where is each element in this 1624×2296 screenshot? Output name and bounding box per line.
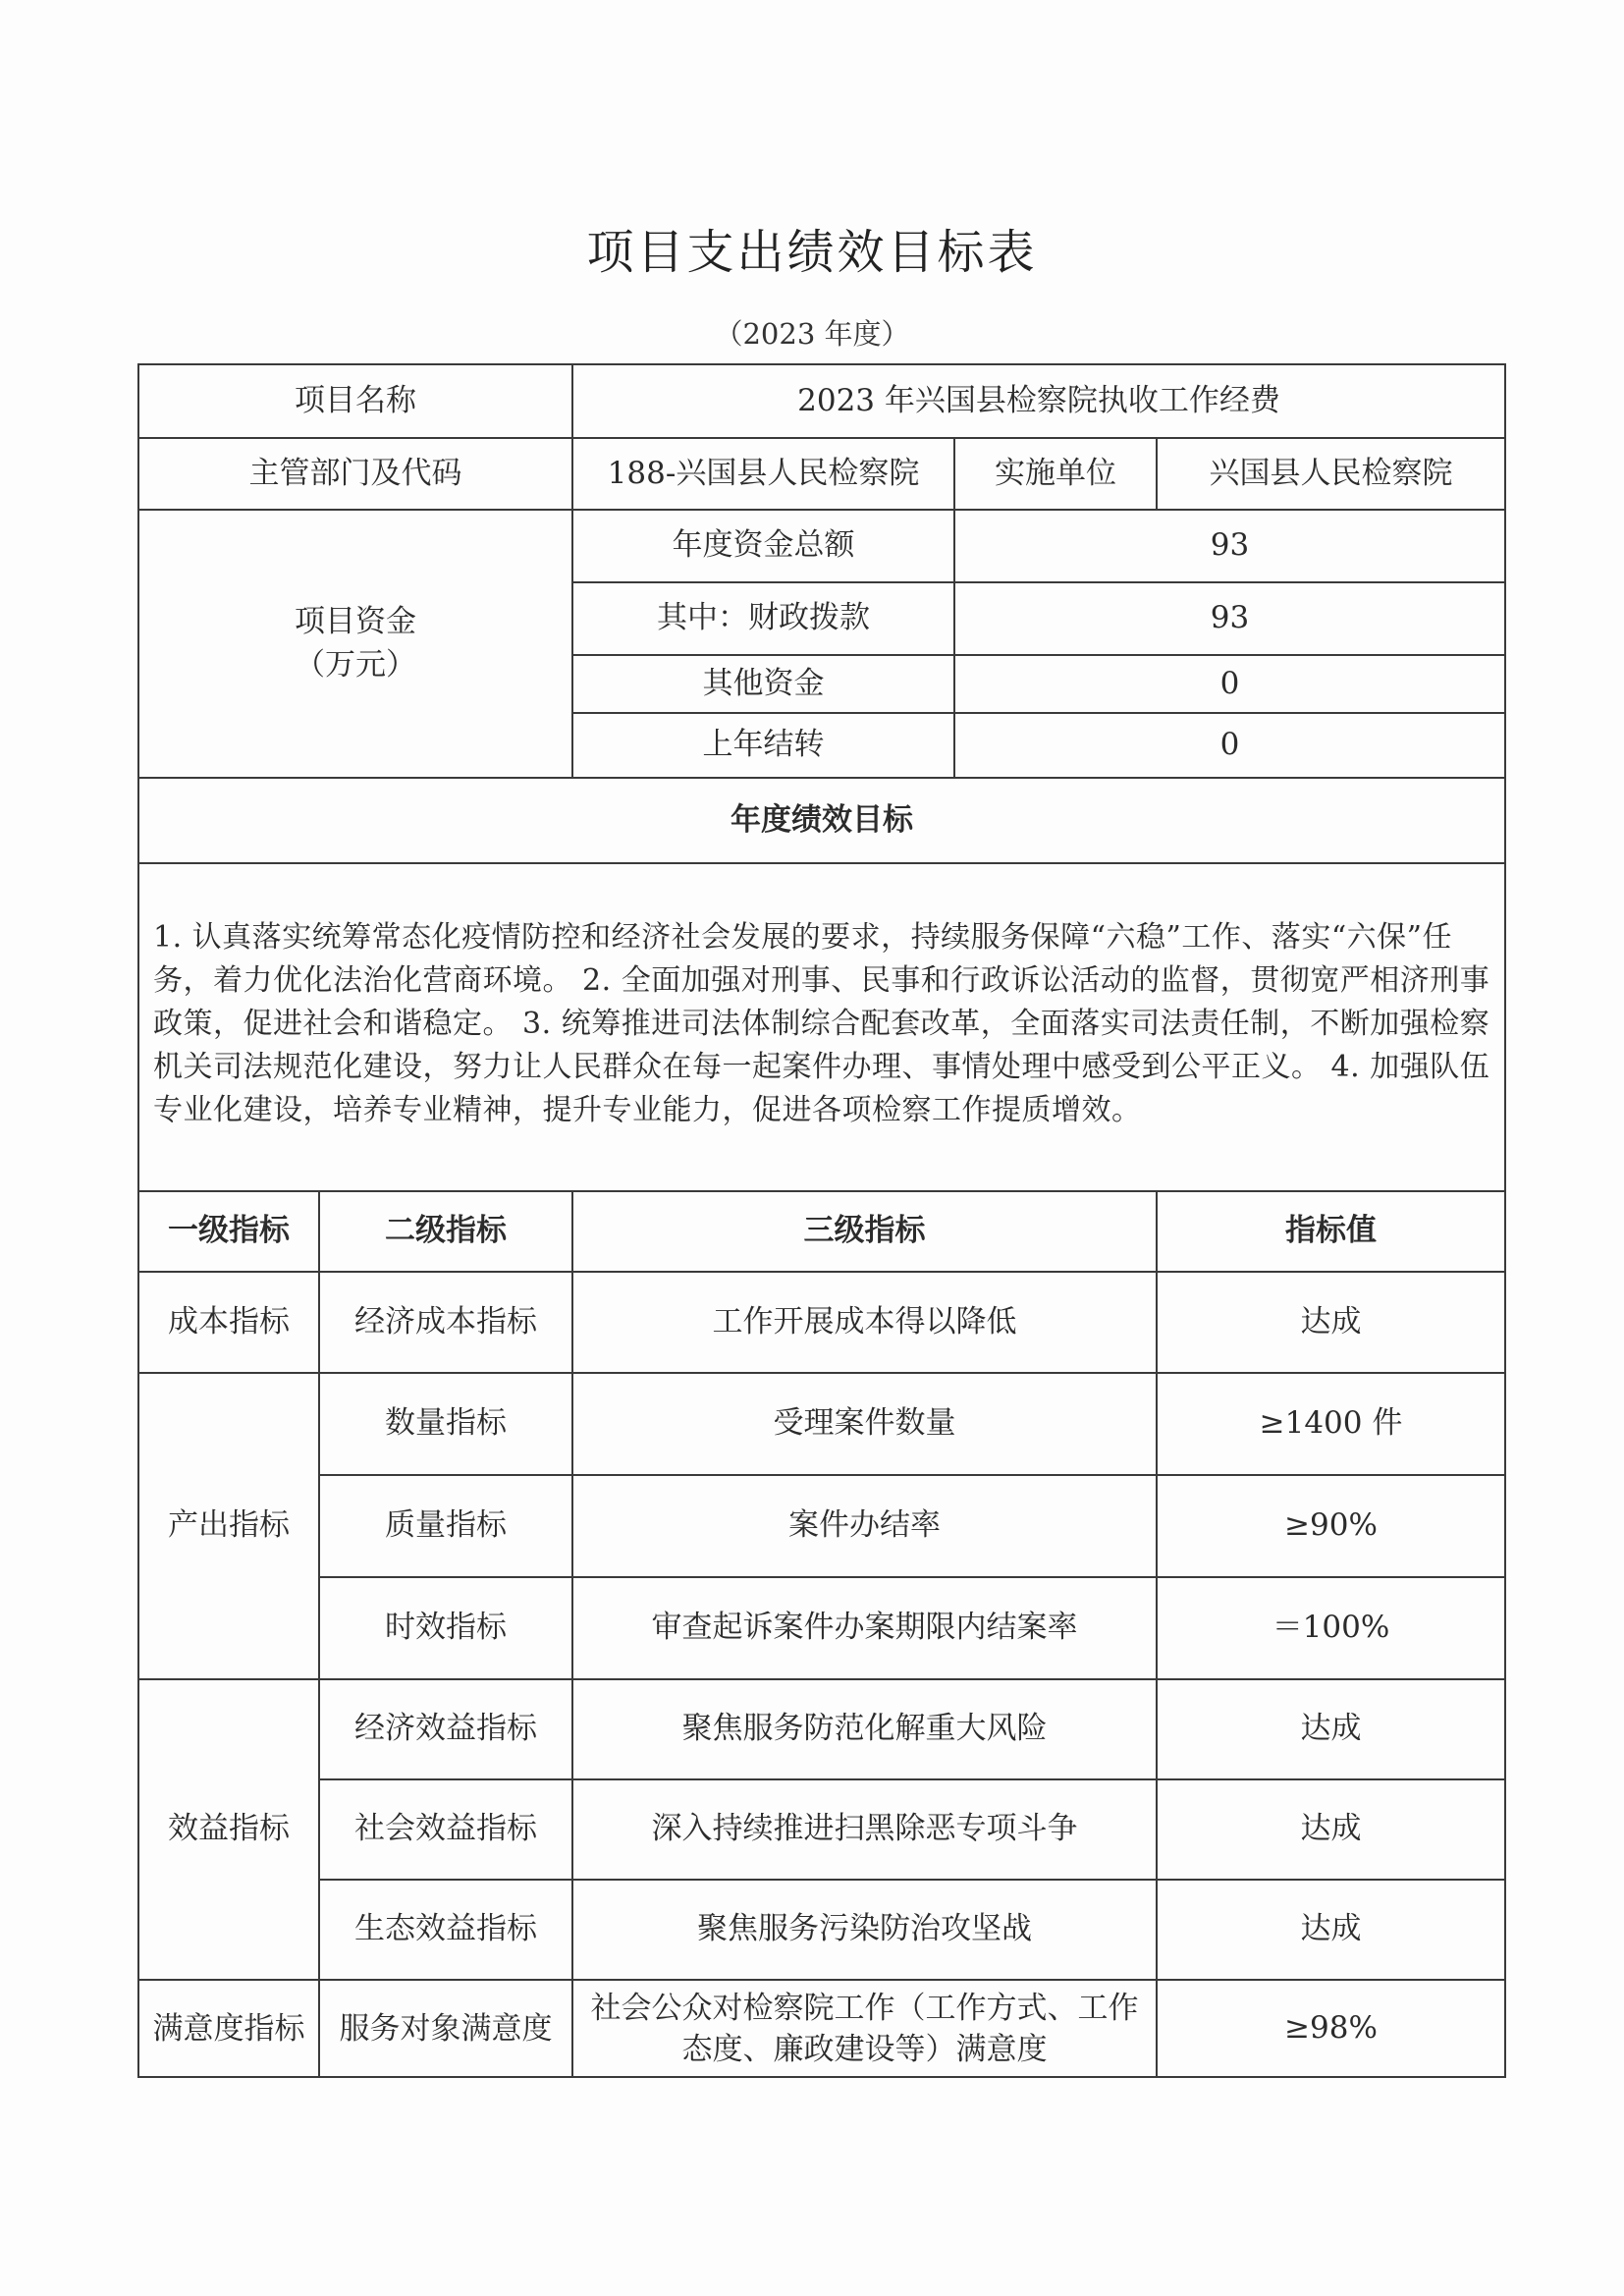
indicator-level3: 审查起诉案件办案期限内结案率: [572, 1577, 1157, 1679]
cost-level1: 成本指标: [138, 1272, 319, 1373]
header-value: 指标值: [1157, 1191, 1505, 1272]
indicator-value: ≥1400 件: [1157, 1373, 1505, 1475]
indicator-value: 达成: [1157, 1880, 1505, 1980]
indicator-row: [138, 1373, 1505, 1475]
goals-heading: 年度绩效目标: [138, 778, 1505, 863]
indicator-level2: 时效指标: [319, 1577, 572, 1679]
indicator-value: ＝100%: [1157, 1577, 1505, 1679]
goals-heading-row: [138, 778, 1505, 863]
indicator-level3: 聚焦服务污染防治攻坚战: [572, 1880, 1157, 1980]
indicator-level2: 经济效益指标: [319, 1679, 572, 1779]
funds-item-label: 上年结转: [572, 713, 954, 778]
department-label: 主管部门及代码: [138, 438, 572, 510]
output-level1: 产出指标: [138, 1373, 319, 1679]
project-name-row: [138, 364, 1505, 438]
funds-item-label: 年度资金总额: [572, 510, 954, 582]
indicator-level3: 聚焦服务防范化解重大风险: [572, 1679, 1157, 1779]
indicator-row: [138, 1880, 1505, 1980]
funds-item-value: 0: [954, 655, 1505, 713]
indicator-row: [138, 1679, 1505, 1779]
goals-text-row: [138, 863, 1505, 1191]
project-name-value: 2023 年兴国县检察院执收工作经费: [572, 364, 1505, 438]
funds-row: [138, 510, 1505, 582]
funds-label-line2: （万元）: [295, 646, 416, 683]
funds-item-label: 其他资金: [572, 655, 954, 713]
funds-item-value: 0: [954, 713, 1505, 778]
funds-label: [138, 510, 572, 778]
header-level3: 三级指标: [572, 1191, 1157, 1272]
indicator-value: ≥98%: [1157, 1980, 1505, 2077]
department-value: 188-兴国县人民检察院: [572, 438, 954, 510]
indicator-value: ≥90%: [1157, 1475, 1505, 1577]
funds-item-value: 93: [954, 582, 1505, 655]
header-level2: 二级指标: [319, 1191, 572, 1272]
project-name-label: 项目名称: [138, 364, 572, 438]
satisfaction-level1: 满意度指标: [138, 1980, 319, 2077]
indicator-header-row: [138, 1191, 1505, 1272]
implementing-unit-value: 兴国县人民检察院: [1157, 438, 1505, 510]
benefit-level1: 效益指标: [138, 1679, 319, 1980]
implementing-unit-label: 实施单位: [954, 438, 1157, 510]
document-subtitle: （2023 年度）: [714, 317, 910, 351]
indicator-row: [138, 1779, 1505, 1880]
indicator-value: 达成: [1157, 1779, 1505, 1880]
indicator-level3: 案件办结率: [572, 1475, 1157, 1577]
department-row: [138, 438, 1505, 510]
indicator-level2: 经济成本指标: [319, 1272, 572, 1373]
indicator-level3: 工作开展成本得以降低: [572, 1272, 1157, 1373]
indicator-level2: 生态效益指标: [319, 1880, 572, 1980]
indicator-row: [138, 1475, 1505, 1577]
funds-item-label: 其中：财政拨款: [572, 582, 954, 655]
indicator-level3: 社会公众对检察院工作（工作方式、工作态度、廉政建设等）满意度: [572, 1980, 1157, 2077]
header-level1: 一级指标: [138, 1191, 319, 1272]
goals-text: 1. 认真落实统筹常态化疫情防控和经济社会发展的要求，持续服务保障“六稳”工作、落实“六保”任务，着力优化法治化营商环境。 2. 全面加强对刑事、民事和行政诉讼活动的监督，贯彻宽严相济刑事政策，促进社会和谐稳定。 3. 统筹推进司法体制综合配套改革，全面落实司法责任制，不断加强检察机关司法规范化建设，努力让人民群众在每一起案件办理、事情处理中感受到公平正义。 4. 加强队伍专业化建设，培养专业精神，提升专业能力，促进各项检察工作提质增效。: [138, 863, 1505, 1191]
indicator-level2: 数量指标: [319, 1373, 572, 1475]
indicator-value: 达成: [1157, 1272, 1505, 1373]
funds-item-value: 93: [954, 510, 1505, 582]
indicator-level2: 质量指标: [319, 1475, 572, 1577]
performance-table: [137, 363, 1506, 2078]
document-title: 项目支出绩效目标表: [586, 225, 1038, 280]
funds-label-line1: 项目资金: [295, 604, 416, 640]
indicator-level3: 受理案件数量: [572, 1373, 1157, 1475]
indicator-level2: 服务对象满意度: [319, 1980, 572, 2077]
indicator-row: [138, 1272, 1505, 1373]
indicator-level3: 深入持续推进扫黑除恶专项斗争: [572, 1779, 1157, 1880]
indicator-row: [138, 1980, 1505, 2077]
indicator-value: 达成: [1157, 1679, 1505, 1779]
indicator-level2: 社会效益指标: [319, 1779, 572, 1880]
indicator-row: [138, 1577, 1505, 1679]
